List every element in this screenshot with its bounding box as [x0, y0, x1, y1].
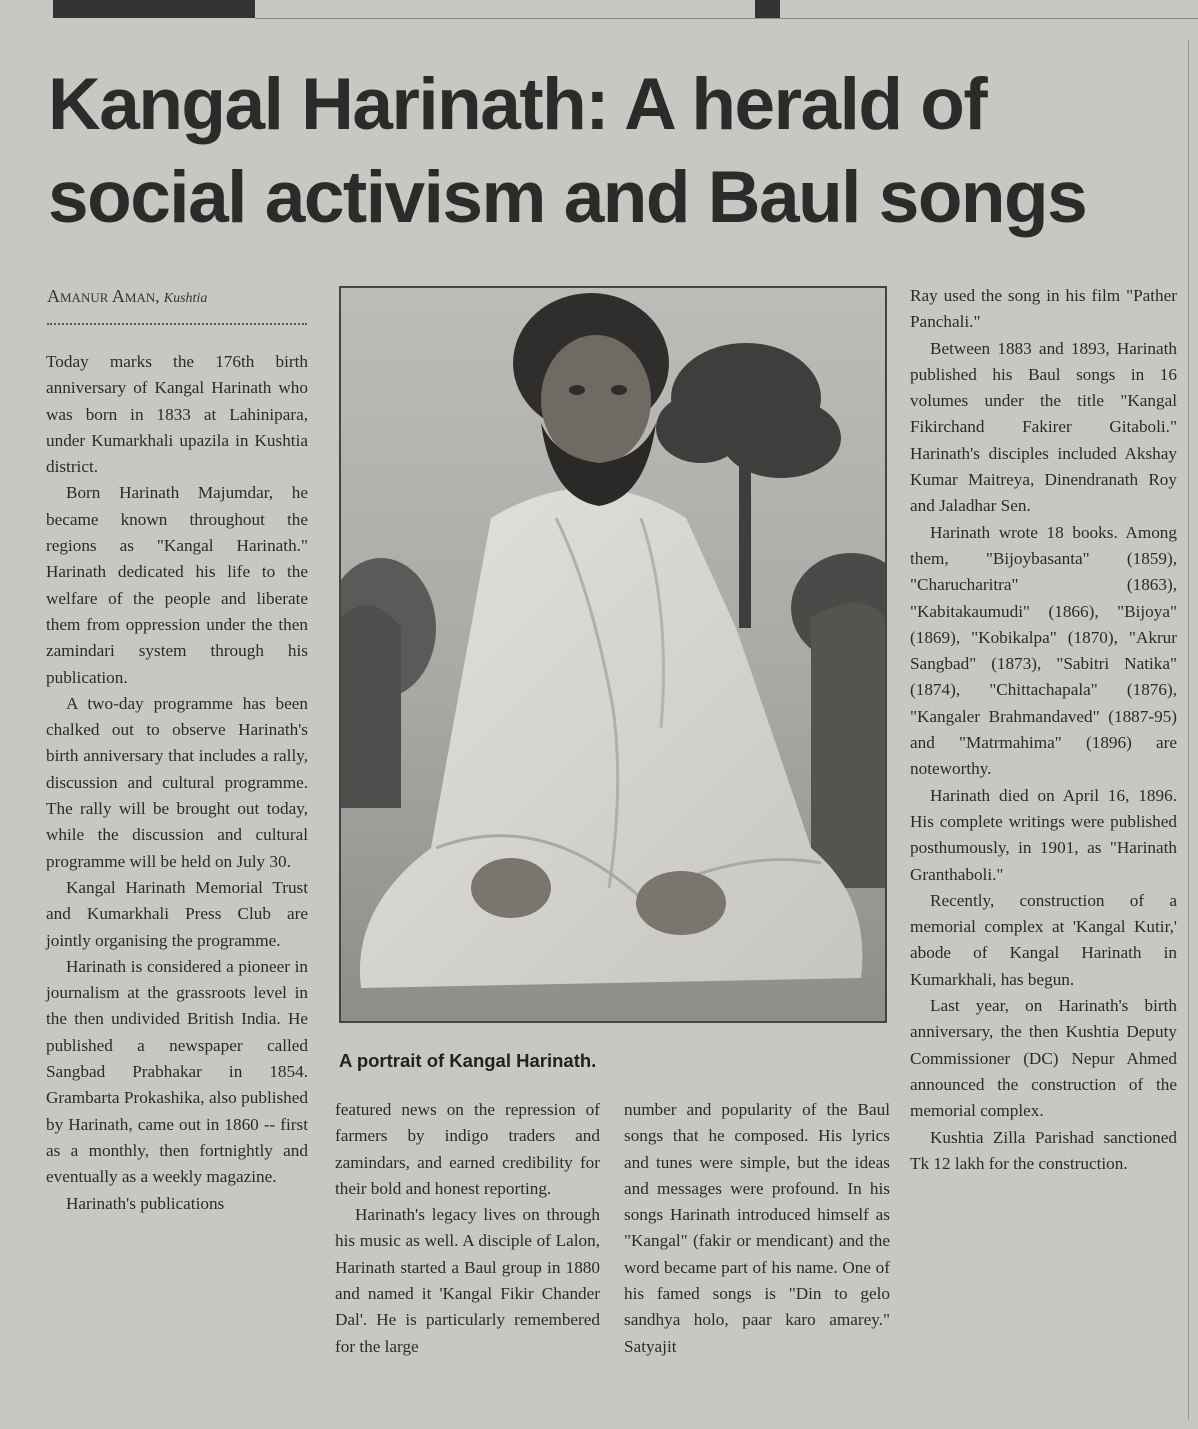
- paragraph: Ray used the song in his film "Pather Panchali.": [910, 286, 1177, 332]
- article-column-1: [46, 349, 308, 1217]
- paragraph: Harinath's legacy lives on through his music as well. A disciple of Lalon, Harinath started a Baul group in 1880 and named it 'Kangal Fikir Chander Dal'. He is particularly remembered for the large: [335, 1205, 600, 1356]
- paragraph: Recently, construction of a memorial complex at 'Kangal Kutir,' abode of Kangal Harinath in Kumarkhali, has begun.: [910, 890, 1177, 989]
- byline-separator: [47, 323, 307, 325]
- article-column-3: [624, 1097, 890, 1360]
- portrait-illustration: [341, 288, 885, 1021]
- article-column-2: [335, 1097, 600, 1360]
- byline: Amanur Aman, Kushtia: [47, 286, 208, 306]
- paragraph: A two-day programme has been chalked out to observe Harinath's birth anniversary that includes a rally, discussion and cultural programme. The rally will be brought out today, while the discussion and cultural programme will be held on July 30.: [46, 693, 308, 871]
- paragraph: Kangal Harinath Memorial Trust and Kumarkhali Press Club are jointly organising the programme.: [46, 877, 308, 950]
- top-bar-left: [53, 0, 255, 18]
- portrait-photo: [339, 286, 887, 1023]
- headline: Kangal Harinath: A herald of social activism and Baul songs: [48, 64, 1087, 238]
- paragraph: Last year, on Harinath's birth anniversary, the then Kushtia Deputy Commissioner (DC) Nepur Ahmed announced the construction of the memorial complex.: [910, 996, 1177, 1121]
- paragraph: Harinath died on April 16, 1896. His complete writings were published posthumously, in 1901, as "Harinath Granthaboli.": [910, 785, 1177, 884]
- byline-place: Kushtia: [163, 291, 208, 306]
- byline-author: Amanur Aman: [47, 286, 156, 306]
- paragraph: Harinath is considered a pioneer in journalism at the grassroots level in the then undivided British India. He published a newspaper called Sangbad Prabhakar in 1854. Grambarta Prokashika, also published by Harinath, came out in 1860 -- first as a monthly, then fortnightly and eventually as a weekly magazine.: [46, 956, 308, 1187]
- paragraph: Born Harinath Majumdar, he became known throughout the regions as "Kangal Harinath." Harinath dedicated his life to the welfare of the people and liberate them from oppression under the then zamindari system through his publication.: [46, 483, 308, 687]
- article-column-4: [910, 283, 1177, 1177]
- paragraph: Harinath's publications: [66, 1193, 225, 1213]
- paragraph: Harinath wrote 18 books. Among them, "Bijoybasanta" (1859), "Charucharitra" (1863), "Kabitakaumudi" (1866), "Bijoya" (1869), "Kobikalpa" (1870), "Akrur Sangbad" (1873), "Sabitri Natika" (1874), "Chittachapala" (1876), "Kangaler Brahmandaved" (1887-95) and "Matrmahima" (1896) are noteworthy.: [910, 522, 1177, 779]
- top-rule: [255, 18, 1198, 19]
- paragraph: Between 1883 and 1893, Harinath published his Baul songs in 16 volumes under the title "Kangal Fikirchand Fakirer Gitaboli." Harinath's disciples included Akshay Kumar Maitreya, Dinendranath Roy and Jaladhar Sen.: [910, 338, 1177, 516]
- paragraph: Today marks the 176th birth anniversary of Kangal Harinath who was born in 1833 at Lahinipara, under Kumarkhali upazila in Kushtia district.: [46, 352, 308, 477]
- photo-caption: A portrait of Kangal Harinath.: [339, 1050, 597, 1071]
- paragraph: Kushtia Zilla Parishad sanctioned Tk 12 lakh for the construction.: [910, 1127, 1177, 1173]
- paragraph: featured news on the repression of farmers by indigo traders and zamindars, and earned credibility for their bold and honest reporting.: [335, 1100, 600, 1198]
- paragraph: number and popularity of the Baul songs that he composed. His lyrics and tunes were simple, but the ideas and messages were profound. In his songs Harinath introduced himself as "Kangal" (fakir or mendicant) and the word became part of his name. One of his famed songs is "Din to gelo sandhya holo, paar karo amarey." Satyajit: [624, 1100, 890, 1356]
- top-bar-right: [755, 0, 780, 18]
- right-margin-rule: [1188, 40, 1189, 1420]
